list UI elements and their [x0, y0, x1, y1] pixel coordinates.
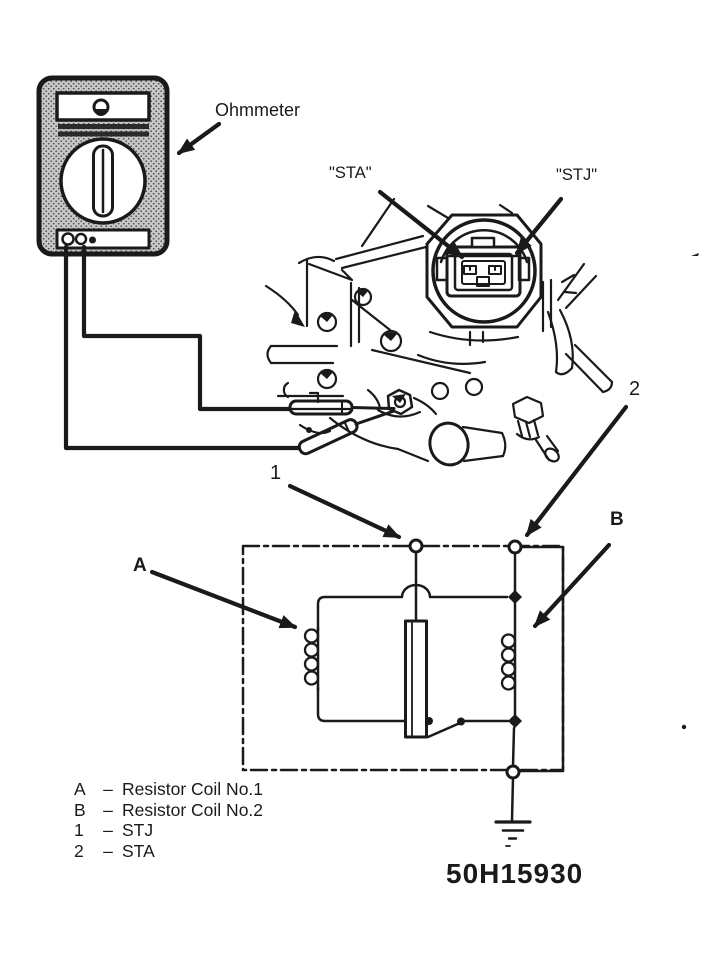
circuit-diagram: [243, 540, 563, 846]
connector-hex-housing: [427, 215, 541, 327]
coil-b: [502, 602, 515, 716]
legend-desc: Resistor Coil No.2: [122, 799, 264, 820]
junction-diamond: [508, 714, 522, 728]
legend-separator: –: [103, 840, 113, 861]
legend-desc: STA: [122, 840, 155, 861]
legend-row: [74, 800, 263, 821]
ohmmeter-bar: [58, 124, 149, 129]
test-lead-wire: [66, 247, 303, 448]
relay-plunger-icon: [406, 621, 427, 737]
sensor-port: [513, 397, 561, 464]
legend: [74, 779, 263, 861]
legend-key: B: [74, 799, 86, 820]
stj-label: "STJ": [556, 166, 598, 184]
connector-drawing: [427, 215, 541, 327]
node-2-terminal: [509, 541, 521, 553]
ohmmeter-label: Ohmmeter: [215, 100, 301, 120]
legend-key: A: [74, 779, 86, 799]
ground-wire: [513, 728, 514, 766]
outlet-port: [425, 419, 505, 469]
connector-cavity: [462, 261, 505, 284]
legend-separator: –: [103, 820, 113, 840]
stj-terminal: [489, 266, 501, 274]
legend-row: [74, 841, 263, 862]
stj-arrow: [517, 199, 561, 253]
ohmmeter-bar: [58, 132, 149, 137]
solenoid-terminal-stud: [378, 390, 420, 417]
sta-terminal: [464, 266, 476, 274]
circuit-right-loop: [519, 547, 563, 771]
legend-row: [74, 779, 263, 800]
part-number: 50H15930: [446, 858, 584, 889]
ohmmeter-icon: [39, 78, 167, 254]
callout-b: B: [610, 509, 624, 530]
ohmmeter-terminal-strip: [57, 230, 149, 248]
legend-key: 2: [74, 840, 84, 861]
test-probe-icon: [297, 411, 394, 456]
ground-icon: [496, 778, 530, 846]
switch-contact-icon: [425, 717, 508, 737]
ohmmeter-terminal: [89, 237, 96, 244]
legend-separator: –: [103, 799, 113, 820]
callout-1-arrow: [290, 486, 399, 537]
coil-a: [305, 628, 318, 690]
legend-separator: –: [103, 779, 113, 799]
legend-key: 1: [74, 820, 84, 840]
legend-row: [74, 820, 263, 841]
callout-b-arrow: [535, 545, 609, 626]
callout-a-arrow: [152, 572, 295, 627]
connector-lock-tab: [472, 238, 494, 247]
legend-desc: STJ: [122, 820, 154, 840]
callout-a: A: [133, 555, 147, 576]
callout-arrows: [152, 124, 626, 627]
node-1-terminal: [410, 540, 422, 552]
sta-label: "STA": [329, 164, 372, 182]
test-lead-wire: [84, 247, 291, 409]
callout-2: 2: [629, 378, 641, 400]
callout-1: 1: [270, 462, 282, 484]
legend-desc: Resistor Coil No.1: [122, 779, 264, 799]
ground-node: [507, 766, 519, 778]
ohmmeter-arrow: [179, 124, 219, 153]
